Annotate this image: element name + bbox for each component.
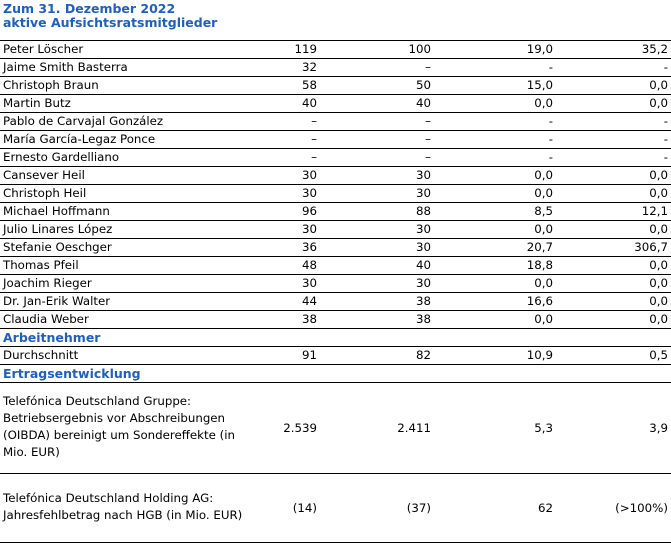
table-row [0, 257, 671, 275]
cell-value-1: 30 [258, 275, 320, 293]
table-row [0, 275, 671, 293]
cell-value-2: 82 [320, 347, 434, 365]
table-row [0, 239, 671, 257]
cell-value-1: 40 [258, 95, 320, 113]
table-row [0, 221, 671, 239]
average-row [0, 347, 671, 365]
cell-value-2: – [320, 113, 434, 131]
table-row [0, 149, 671, 167]
member-name: Martin Butz [0, 95, 258, 113]
table-row [0, 131, 671, 149]
cell-value-4: 0,0 [556, 77, 671, 95]
cell-value-4: 3,9 [556, 383, 671, 474]
table-row [0, 41, 671, 59]
cell-value-4: 0,0 [556, 293, 671, 311]
cell-value-2: 50 [320, 77, 434, 95]
cell-value-3: 0,0 [434, 167, 556, 185]
cell-value-3: 10,9 [434, 347, 556, 365]
table-row [0, 167, 671, 185]
cell-value-3: - [434, 59, 556, 77]
cell-value-3: 0,0 [434, 185, 556, 203]
cell-value-1: 32 [258, 59, 320, 77]
cell-value-4: 0,0 [556, 311, 671, 329]
cell-value-2: – [320, 59, 434, 77]
cell-value-3: 15,0 [434, 77, 556, 95]
section-title-earnings: Ertragsentwicklung [0, 365, 671, 383]
cell-value-4: 306,7 [556, 239, 671, 257]
member-name: Cansever Heil [0, 167, 258, 185]
cell-value-4: 0,0 [556, 257, 671, 275]
cell-value-1: – [258, 131, 320, 149]
cell-value-2: 30 [320, 239, 434, 257]
cell-value-2: 40 [320, 257, 434, 275]
cell-value-2: 40 [320, 95, 434, 113]
cell-value-1: 44 [258, 293, 320, 311]
cell-value-3: - [434, 113, 556, 131]
member-name: Ernesto Gardelliano [0, 149, 258, 167]
cell-value-4: 0,0 [556, 275, 671, 293]
cell-value-3: - [434, 149, 556, 167]
table-row [0, 185, 671, 203]
cell-value-2: – [320, 131, 434, 149]
cell-value-4: - [556, 149, 671, 167]
member-name: Christoph Braun [0, 77, 258, 95]
table-row [0, 95, 671, 113]
cell-value-1: 38 [258, 311, 320, 329]
table-row [0, 293, 671, 311]
member-name: María García-Legaz Ponce [0, 131, 258, 149]
member-name: Pablo de Carvajal González [0, 113, 258, 131]
member-name: Julio Linares López [0, 221, 258, 239]
average-label: Durchschnitt [0, 347, 258, 365]
cell-value-3: 20,7 [434, 239, 556, 257]
cell-value-2: 38 [320, 293, 434, 311]
member-name: Christoph Heil [0, 185, 258, 203]
cell-value-2: 30 [320, 221, 434, 239]
cell-value-3: 8,5 [434, 203, 556, 221]
cell-value-2: 38 [320, 311, 434, 329]
member-name: Stefanie Oeschger [0, 239, 258, 257]
cell-value-1: 48 [258, 257, 320, 275]
cell-value-2: 30 [320, 167, 434, 185]
cell-value-1: 2.539 [258, 383, 320, 474]
table-heading-subtitle: aktive Aufsichtsratsmitglieder [3, 15, 218, 30]
cell-value-4: - [556, 131, 671, 149]
cell-value-3: 0,0 [434, 311, 556, 329]
cell-value-2: 100 [320, 41, 434, 59]
cell-value-1: – [258, 149, 320, 167]
cell-value-4: 0,0 [556, 95, 671, 113]
cell-value-4: (>100%) [556, 474, 671, 543]
cell-value-2: (37) [320, 474, 434, 543]
cell-value-4: 35,2 [556, 41, 671, 59]
cell-value-4: 0,0 [556, 167, 671, 185]
cell-value-3: 0,0 [434, 95, 556, 113]
member-name: Michael Hoffmann [0, 203, 258, 221]
cell-value-4: - [556, 59, 671, 77]
earnings-row [0, 474, 671, 543]
cell-value-3: 19,0 [434, 41, 556, 59]
section-title-employees: Arbeitnehmer [0, 329, 671, 347]
cell-value-3: 18,8 [434, 257, 556, 275]
cell-value-2: 88 [320, 203, 434, 221]
member-name: Claudia Weber [0, 311, 258, 329]
table-row [0, 113, 671, 131]
table-heading-date: Zum 31. Dezember 2022 [3, 1, 176, 16]
data-table [0, 40, 671, 543]
member-name: Dr. Jan-Erik Walter [0, 293, 258, 311]
earnings-label: Telefónica Deutschland Holding AG: Jahresfehlbetrag nach HGB (in Mio. EUR) [0, 474, 258, 543]
member-name: Joachim Rieger [0, 275, 258, 293]
cell-value-2: 30 [320, 185, 434, 203]
cell-value-1: 119 [258, 41, 320, 59]
cell-value-1: 30 [258, 221, 320, 239]
member-name: Thomas Pfeil [0, 257, 258, 275]
cell-value-1: 36 [258, 239, 320, 257]
section-row-employees [0, 329, 671, 347]
section-row-earnings [0, 365, 671, 383]
cell-value-3: 5,3 [434, 383, 556, 474]
cell-value-4: 0,0 [556, 185, 671, 203]
cell-value-4: 0,5 [556, 347, 671, 365]
cell-value-1: 30 [258, 167, 320, 185]
cell-value-1: 30 [258, 185, 320, 203]
table-body [0, 41, 671, 543]
table-row [0, 77, 671, 95]
member-name: Peter Löscher [0, 41, 258, 59]
earnings-label: Telefónica Deutschland Gruppe: Betriebsergebnis vor Abschreibungen (OIBDA) bereinigt um Sondereffekte (in Mio. EUR) [0, 383, 258, 474]
cell-value-4: 12,1 [556, 203, 671, 221]
cell-value-1: 91 [258, 347, 320, 365]
earnings-row [0, 383, 671, 474]
cell-value-1: 58 [258, 77, 320, 95]
cell-value-3: 0,0 [434, 221, 556, 239]
cell-value-4: - [556, 113, 671, 131]
cell-value-4: 0,0 [556, 221, 671, 239]
cell-value-3: 62 [434, 474, 556, 543]
cell-value-3: - [434, 131, 556, 149]
cell-value-1: 96 [258, 203, 320, 221]
cell-value-2: 2.411 [320, 383, 434, 474]
table-row [0, 203, 671, 221]
cell-value-3: 16,6 [434, 293, 556, 311]
cell-value-2: – [320, 149, 434, 167]
cell-value-1: (14) [258, 474, 320, 543]
table-row [0, 311, 671, 329]
member-name: Jaime Smith Basterra [0, 59, 258, 77]
cell-value-3: 0,0 [434, 275, 556, 293]
table-row [0, 59, 671, 77]
cell-value-2: 30 [320, 275, 434, 293]
cell-value-1: – [258, 113, 320, 131]
